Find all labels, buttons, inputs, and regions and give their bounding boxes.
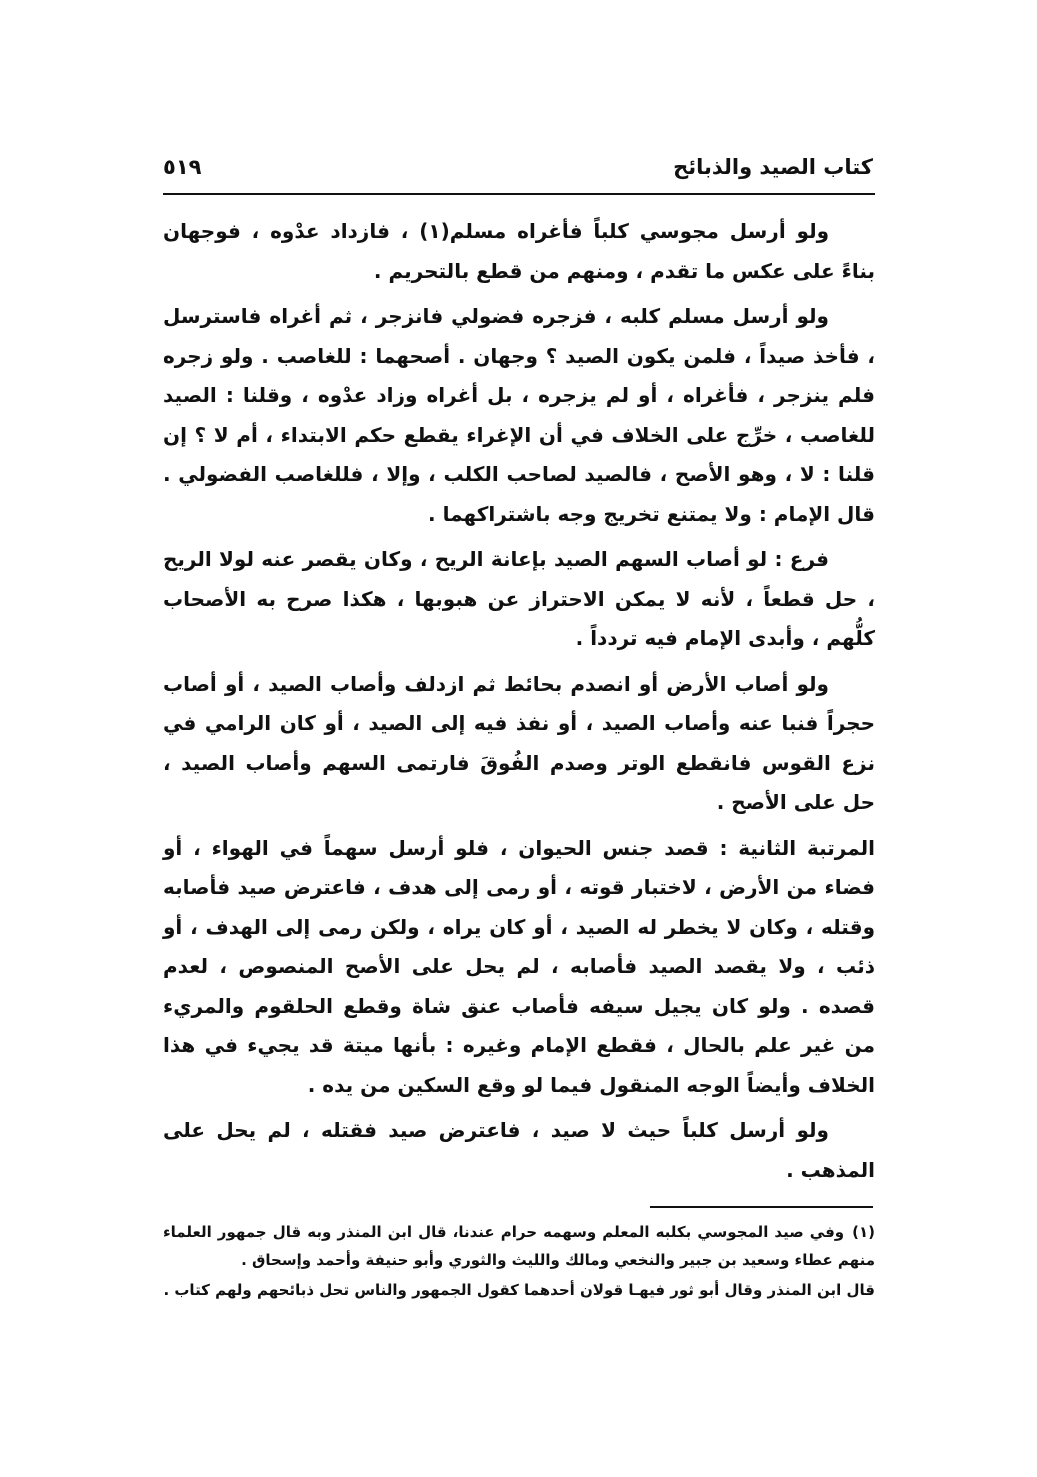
paragraph-text: ولو أرسل مسلم كلبه ، فزجره فضولي فانزجر ، ثم أغراه فاسترسل ، فأخذ صيداً ، فلمن يكون الصيد ؟ وجهان . أصحهما : للغاصب . ولو زجره فلم ينزجر ، فأغراه ، أو لم يزجره ، بل أغراه وزاد عدْوه ، وقلنا : الصيد للغاصب ، خرِّج على الخلاف في أن الإغراء يقطع حكم الابتداء ، أم لا ؟ إن قلنا : لا ، وهو الأصح ، فالصيد لصاحب الكلب ، وإلا ، فللغاصب الفضولي . قال الإمام : ولا يمتنع تخريج وجه باشتراكهما . xyxy=(163,304,875,526)
header-rule xyxy=(163,193,875,195)
paragraph-6 xyxy=(163,1111,875,1190)
running-title: كتاب الصيد والذبائح xyxy=(673,155,873,179)
paragraph-2 xyxy=(163,297,875,534)
paragraph-text: قصد جنس الحيوان ، فلو أرسل سهماً في الهواء ، أو فضاء من الأرض ، لاختبار قوته ، أو رمى إلى هدف ، فاعترض صيد فأصابه وقتله ، وكان لا يخطر له الصيد ، أو كان يراه ، ولكن رمى إلى الهدف ، أو ذئب ، ولا يقصد الصيد فأصابه ، لم يحل على الأصح المنصوص ، لعدم قصده . ولو كان يجيل سيفه فأصاب عنق شاة وقطع الحلقوم والمريء من غير علم بالحال ، فقطع الإمام وغيره : بأنها ميتة قد يجيء في هذا الخلاف وأيضاً الوجه المنقول فيما لو وقع السكين من يده . xyxy=(163,835,875,1097)
paragraph-3 xyxy=(163,540,875,659)
footnote-1 xyxy=(163,1218,875,1274)
paragraph-lead: المرتبة الثانية : xyxy=(708,835,876,860)
paragraph-text: ولو أصاب الأرض أو انصدم بحائط ثم ازدلف وأصاب الصيد ، أو أصاب حجراً فنبا عنه وأصاب الصيد ، أو نفذ فيه إلى الصيد ، أو كان الرامي في نزع القوس فانقطع الوتر وصدم الفُوقَ فارتمى السهم وأصاب الصيد ، حل على الأصح . xyxy=(163,671,875,814)
paragraph-4 xyxy=(163,665,875,823)
paragraph-lead: فرع : xyxy=(767,547,829,571)
footnote-text: قال ابن المنذر وقال أبو ثور فيهـا قولان أحدهما كقول الجمهور والناس تحل ذبائحهم ولهم كتاب . xyxy=(163,1281,875,1299)
footnote-text: وفي صيد المجوسي بكلبه المعلم وسهمه حرام عندنا، قال ابن المنذر وبه قال جمهور العلماء منهم عطاء وسعيد بن جبير والنخعي ومالك والليث والثوري وأبو حنيفة وأحمد وإسحاق . xyxy=(163,1223,875,1269)
page-number: ٥١٩ xyxy=(163,155,202,179)
footnote-marker: (١) xyxy=(852,1223,875,1241)
paragraph-text: لو أصاب السهم الصيد بإعانة الريح ، وكان يقصر عنه لولا الريح ، حل قطعاً ، لأنه لا يمكن الاحتراز عن هبوبها ، هكذا صرح به الأصحاب كلُّهم ، وأبدى الإمام فيه تردداً . xyxy=(163,547,875,650)
footnote-rule xyxy=(650,1206,873,1208)
body-text xyxy=(163,212,875,1196)
paragraph-1 xyxy=(163,212,875,291)
page-header xyxy=(163,150,873,190)
paragraph-text: ولو أرسل كلباً حيث لا صيد ، فاعترض صيد فقتله ، لم يحل على المذهب . xyxy=(163,1118,875,1182)
footnotes xyxy=(163,1218,875,1306)
paragraph-text: ولو أرسل مجوسي كلباً فأغراه مسلم(١) ، فازداد عدْوه ، فوجهان بناءً على عكس ما تقدم ، ومنهم من قطع بالتحريم . xyxy=(163,219,875,283)
footnote-2 xyxy=(163,1276,875,1304)
paragraph-5 xyxy=(163,829,875,1106)
